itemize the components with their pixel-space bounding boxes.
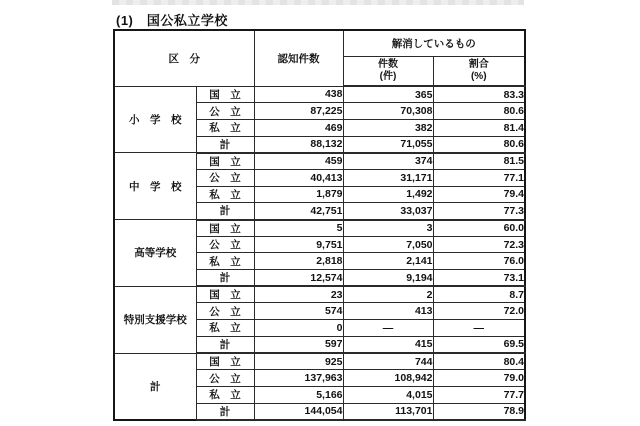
resolved-count-cell: 108,942 xyxy=(343,370,433,387)
recognized-count-cell: 925 xyxy=(254,353,343,370)
recognized-count-cell: 137,963 xyxy=(254,370,343,387)
header-category: 区 分 xyxy=(114,30,254,86)
school-category-cell: 小 学 校 xyxy=(114,86,196,153)
page-title: (1) 国公私立学校 xyxy=(116,13,228,28)
establishment-type-cell: 私 立 xyxy=(196,119,254,136)
table-row xyxy=(114,220,525,237)
resolved-count-cell: 31,171 xyxy=(343,169,433,186)
resolved-count-cell: 71,055 xyxy=(343,136,433,153)
establishment-type-cell: 計 xyxy=(196,403,254,420)
establishment-type-cell: 公 立 xyxy=(196,169,254,186)
resolved-rate-cell: 78.9 xyxy=(433,403,525,420)
recognized-count-cell: 469 xyxy=(254,119,343,136)
recognized-count-cell: 40,413 xyxy=(254,169,343,186)
establishment-type-cell: 公 立 xyxy=(196,236,254,253)
recognized-count-cell: 5,166 xyxy=(254,386,343,403)
recognized-count-cell: 9,751 xyxy=(254,236,343,253)
establishment-type-cell: 国 立 xyxy=(196,286,254,303)
resolved-rate-cell: 77.3 xyxy=(433,203,525,220)
establishment-type-cell: 計 xyxy=(196,136,254,153)
recognized-count-cell: 23 xyxy=(254,286,343,303)
table-row xyxy=(114,353,525,370)
recognized-count-cell: 2,818 xyxy=(254,253,343,270)
resolved-rate-cell: 73.1 xyxy=(433,270,525,287)
resolved-count-cell: 3 xyxy=(343,220,433,237)
resolved-rate-cell: 8.7 xyxy=(433,286,525,303)
scan-artifact-strip xyxy=(112,0,524,5)
recognized-count-cell: 5 xyxy=(254,220,343,237)
recognized-count-cell: 459 xyxy=(254,153,343,170)
recognized-count-cell: 88,132 xyxy=(254,136,343,153)
resolved-rate-cell: 72.0 xyxy=(433,303,525,320)
recognized-count-cell: 0 xyxy=(254,320,343,337)
resolved-count-cell: 1,492 xyxy=(343,186,433,203)
establishment-type-cell: 公 立 xyxy=(196,103,254,120)
school-category-cell: 計 xyxy=(114,353,196,420)
resolved-rate-cell: 72.3 xyxy=(433,236,525,253)
establishment-type-cell: 私 立 xyxy=(196,386,254,403)
resolved-rate-cell: 80.6 xyxy=(433,136,525,153)
recognized-count-cell: 1,879 xyxy=(254,186,343,203)
establishment-type-cell: 計 xyxy=(196,270,254,287)
resolved-count-cell: 70,308 xyxy=(343,103,433,120)
resolved-count-cell: 2,141 xyxy=(343,253,433,270)
establishment-type-cell: 国 立 xyxy=(196,220,254,237)
header-resolved-group: 解消しているもの xyxy=(343,30,525,56)
resolved-count-cell: 9,194 xyxy=(343,270,433,287)
school-category-cell: 高等学校 xyxy=(114,220,196,287)
resolved-rate-cell: 80.4 xyxy=(433,353,525,370)
header-resolved-rate-line2: (%) xyxy=(470,70,487,82)
resolved-count-cell: 113,701 xyxy=(343,403,433,420)
recognized-count-cell: 144,054 xyxy=(254,403,343,420)
header-row-1 xyxy=(114,30,525,56)
resolved-count-cell: 415 xyxy=(343,336,433,353)
table-row xyxy=(114,86,525,103)
resolved-rate-cell: 69.5 xyxy=(433,336,525,353)
school-statistics-table xyxy=(113,29,526,421)
school-category-cell: 中 学 校 xyxy=(114,153,196,220)
resolved-rate-cell: 77.1 xyxy=(433,169,525,186)
recognized-count-cell: 574 xyxy=(254,303,343,320)
recognized-count-cell: 12,574 xyxy=(254,270,343,287)
resolved-count-cell: 33,037 xyxy=(343,203,433,220)
header-resolved-rate-line1: 割合 xyxy=(468,58,489,70)
establishment-type-cell: 国 立 xyxy=(196,353,254,370)
table-row xyxy=(114,153,525,170)
resolved-rate-cell: 81.4 xyxy=(433,119,525,136)
resolved-rate-cell: 79.4 xyxy=(433,186,525,203)
establishment-type-cell: 私 立 xyxy=(196,320,254,337)
header-resolved-rate xyxy=(433,56,525,86)
establishment-type-cell: 計 xyxy=(196,203,254,220)
establishment-type-cell: 私 立 xyxy=(196,253,254,270)
resolved-count-cell: 4,015 xyxy=(343,386,433,403)
header-recognized-count: 認知件数 xyxy=(254,30,343,86)
resolved-count-cell: 365 xyxy=(343,86,433,103)
establishment-type-cell: 計 xyxy=(196,336,254,353)
establishment-type-cell: 国 立 xyxy=(196,153,254,170)
resolved-count-cell: 374 xyxy=(343,153,433,170)
recognized-count-cell: 42,751 xyxy=(254,203,343,220)
resolved-rate-cell: 80.6 xyxy=(433,103,525,120)
resolved-rate-cell: 81.5 xyxy=(433,153,525,170)
resolved-rate-cell: 76.0 xyxy=(433,253,525,270)
resolved-rate-cell: 83.3 xyxy=(433,86,525,103)
recognized-count-cell: 597 xyxy=(254,336,343,353)
resolved-rate-cell: 60.0 xyxy=(433,220,525,237)
establishment-type-cell: 私 立 xyxy=(196,186,254,203)
recognized-count-cell: 438 xyxy=(254,86,343,103)
establishment-type-cell: 公 立 xyxy=(196,370,254,387)
resolved-rate-cell: 79.0 xyxy=(433,370,525,387)
resolved-count-cell: 744 xyxy=(343,353,433,370)
resolved-count-cell: 382 xyxy=(343,119,433,136)
resolved-count-cell: 2 xyxy=(343,286,433,303)
header-resolved-cases-line1: 件数 xyxy=(378,58,398,70)
school-category-cell: 特別支援学校 xyxy=(114,286,196,353)
resolved-count-cell: — xyxy=(343,320,433,337)
table-row xyxy=(114,286,525,303)
header-resolved-cases-line2: (件) xyxy=(379,70,397,82)
establishment-type-cell: 公 立 xyxy=(196,303,254,320)
resolved-rate-cell: 77.7 xyxy=(433,386,525,403)
header-resolved-cases xyxy=(343,56,433,86)
recognized-count-cell: 87,225 xyxy=(254,103,343,120)
resolved-rate-cell: — xyxy=(433,320,525,337)
establishment-type-cell: 国 立 xyxy=(196,86,254,103)
resolved-count-cell: 413 xyxy=(343,303,433,320)
resolved-count-cell: 7,050 xyxy=(343,236,433,253)
